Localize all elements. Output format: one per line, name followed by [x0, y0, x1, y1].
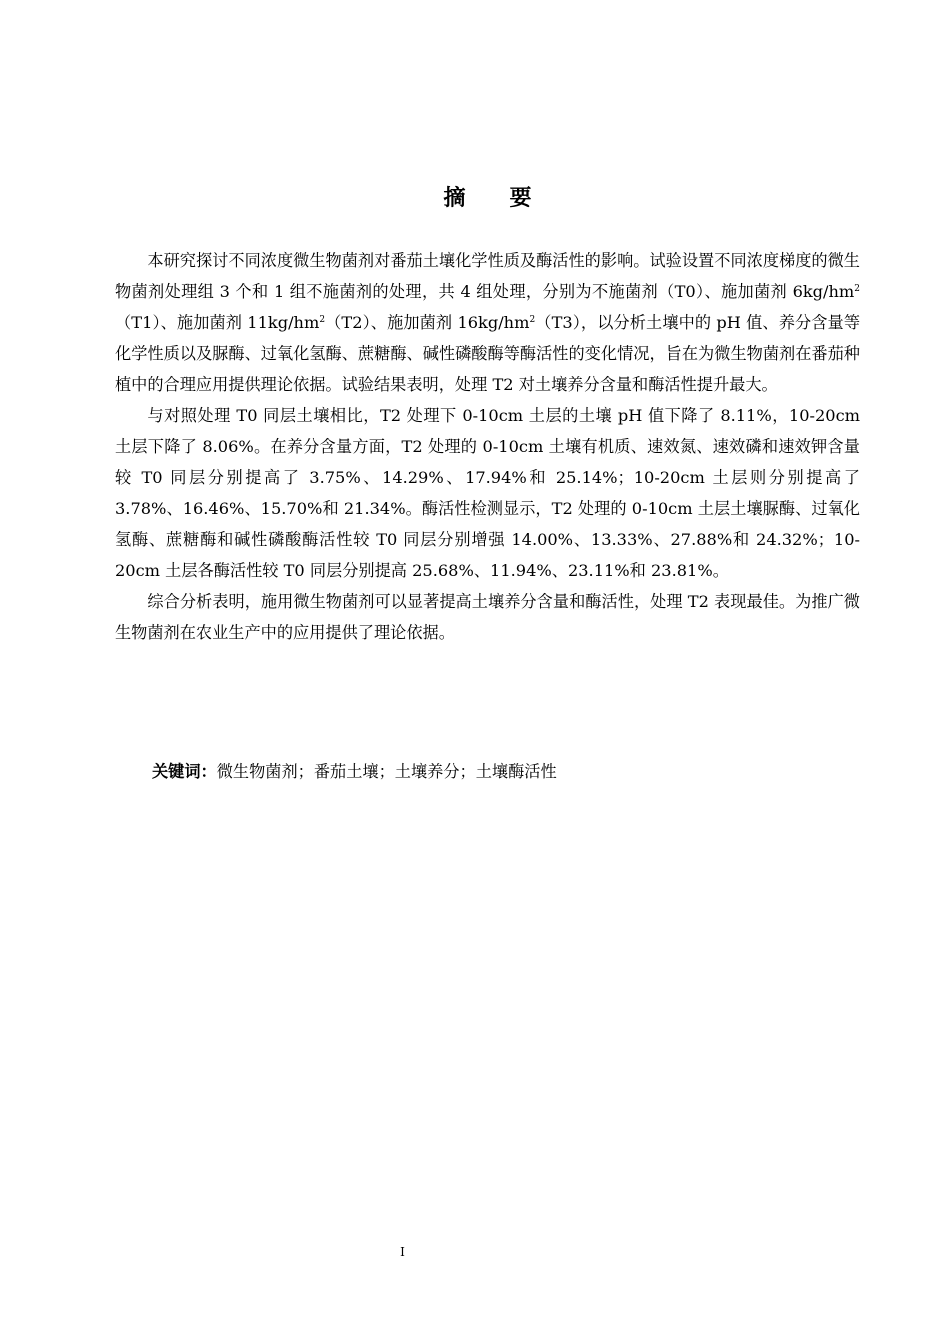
abstract-title: [0, 181, 950, 212]
keywords-line: [152, 756, 852, 787]
page-number: I: [400, 1245, 405, 1259]
abstract-body: [115, 245, 860, 648]
superscript-2: 2: [529, 315, 536, 325]
keywords-value: 微生物菌剂；番茄土壤；土壤养分；土壤酶活性: [216, 762, 557, 781]
abstract-title-char-2: 要: [509, 185, 532, 211]
superscript-2: 2: [319, 315, 326, 325]
superscript-2: 2: [854, 284, 860, 294]
paragraph-1-text-c: （T2）、施加菌剂 16kg/hm: [325, 313, 530, 332]
abstract-paragraph-2: 与对照处理 T0 同层土壤相比，T2 处理下 0-10cm 土层的土壤 pH 值下降了 8.11%，10-20cm 土层下降了 8.06%。在养分含量方面，T2 处理的 0-10cm 土壤有机质、速效氮、速效磷和速效钾含量较 T0 同层分别提高了 3.75%、14.29%、17.94%和 25.14%；10-20cm 土层则分别提高了 3.78%、16.46%、15.70%和 21.34%。酶活性检测显示，T2 处理的 0-10cm 土层土壤脲酶、过氧化氢酶、蔗糖酶和碱性磷酸酶活性较 T0 同层分别增强 14.00%、13.33%、27.88%和 24.32%；10-20cm 土层各酶活性较 T0 同层分别提高 25.68%、11.94%、23.11%和 23.81%。: [115, 406, 860, 580]
abstract-paragraph-1: [115, 245, 860, 400]
abstract-title-char-1: 摘: [443, 185, 466, 211]
paragraph-1-text-d: （T3），以分析土壤中的 pH 值、养分含量等化学性质以及脲酶、过氧化氢酶、蔗糖酶、碱性磷酸酶等酶活性的变化情况，旨在为微生物菌剂在番茄种植中的合理应用提供理论依据。试验结果表明，处理 T2 对土壤养分含量和酶活性提升最大。: [115, 313, 861, 394]
paragraph-1-text-b: （T1）、施加菌剂 11kg/hm: [115, 313, 320, 332]
abstract-paragraph-3: 综合分析表明，施用微生物菌剂可以显著提高土壤养分含量和酶活性，处理 T2 表现最佳。为推广微生物菌剂在农业生产中的应用提供了理论依据。: [115, 592, 860, 642]
keywords-label: 关键词：: [152, 762, 217, 781]
paragraph-1-text-a: 本研究探讨不同浓度微生物菌剂对番茄土壤化学性质及酶活性的影响。试验设置不同浓度梯度的微生物菌剂处理组 3 个和 1 组不施菌剂的处理，共 4 组处理，分别为不施菌剂（T0）、施加菌剂 6kg/hm: [115, 251, 860, 301]
